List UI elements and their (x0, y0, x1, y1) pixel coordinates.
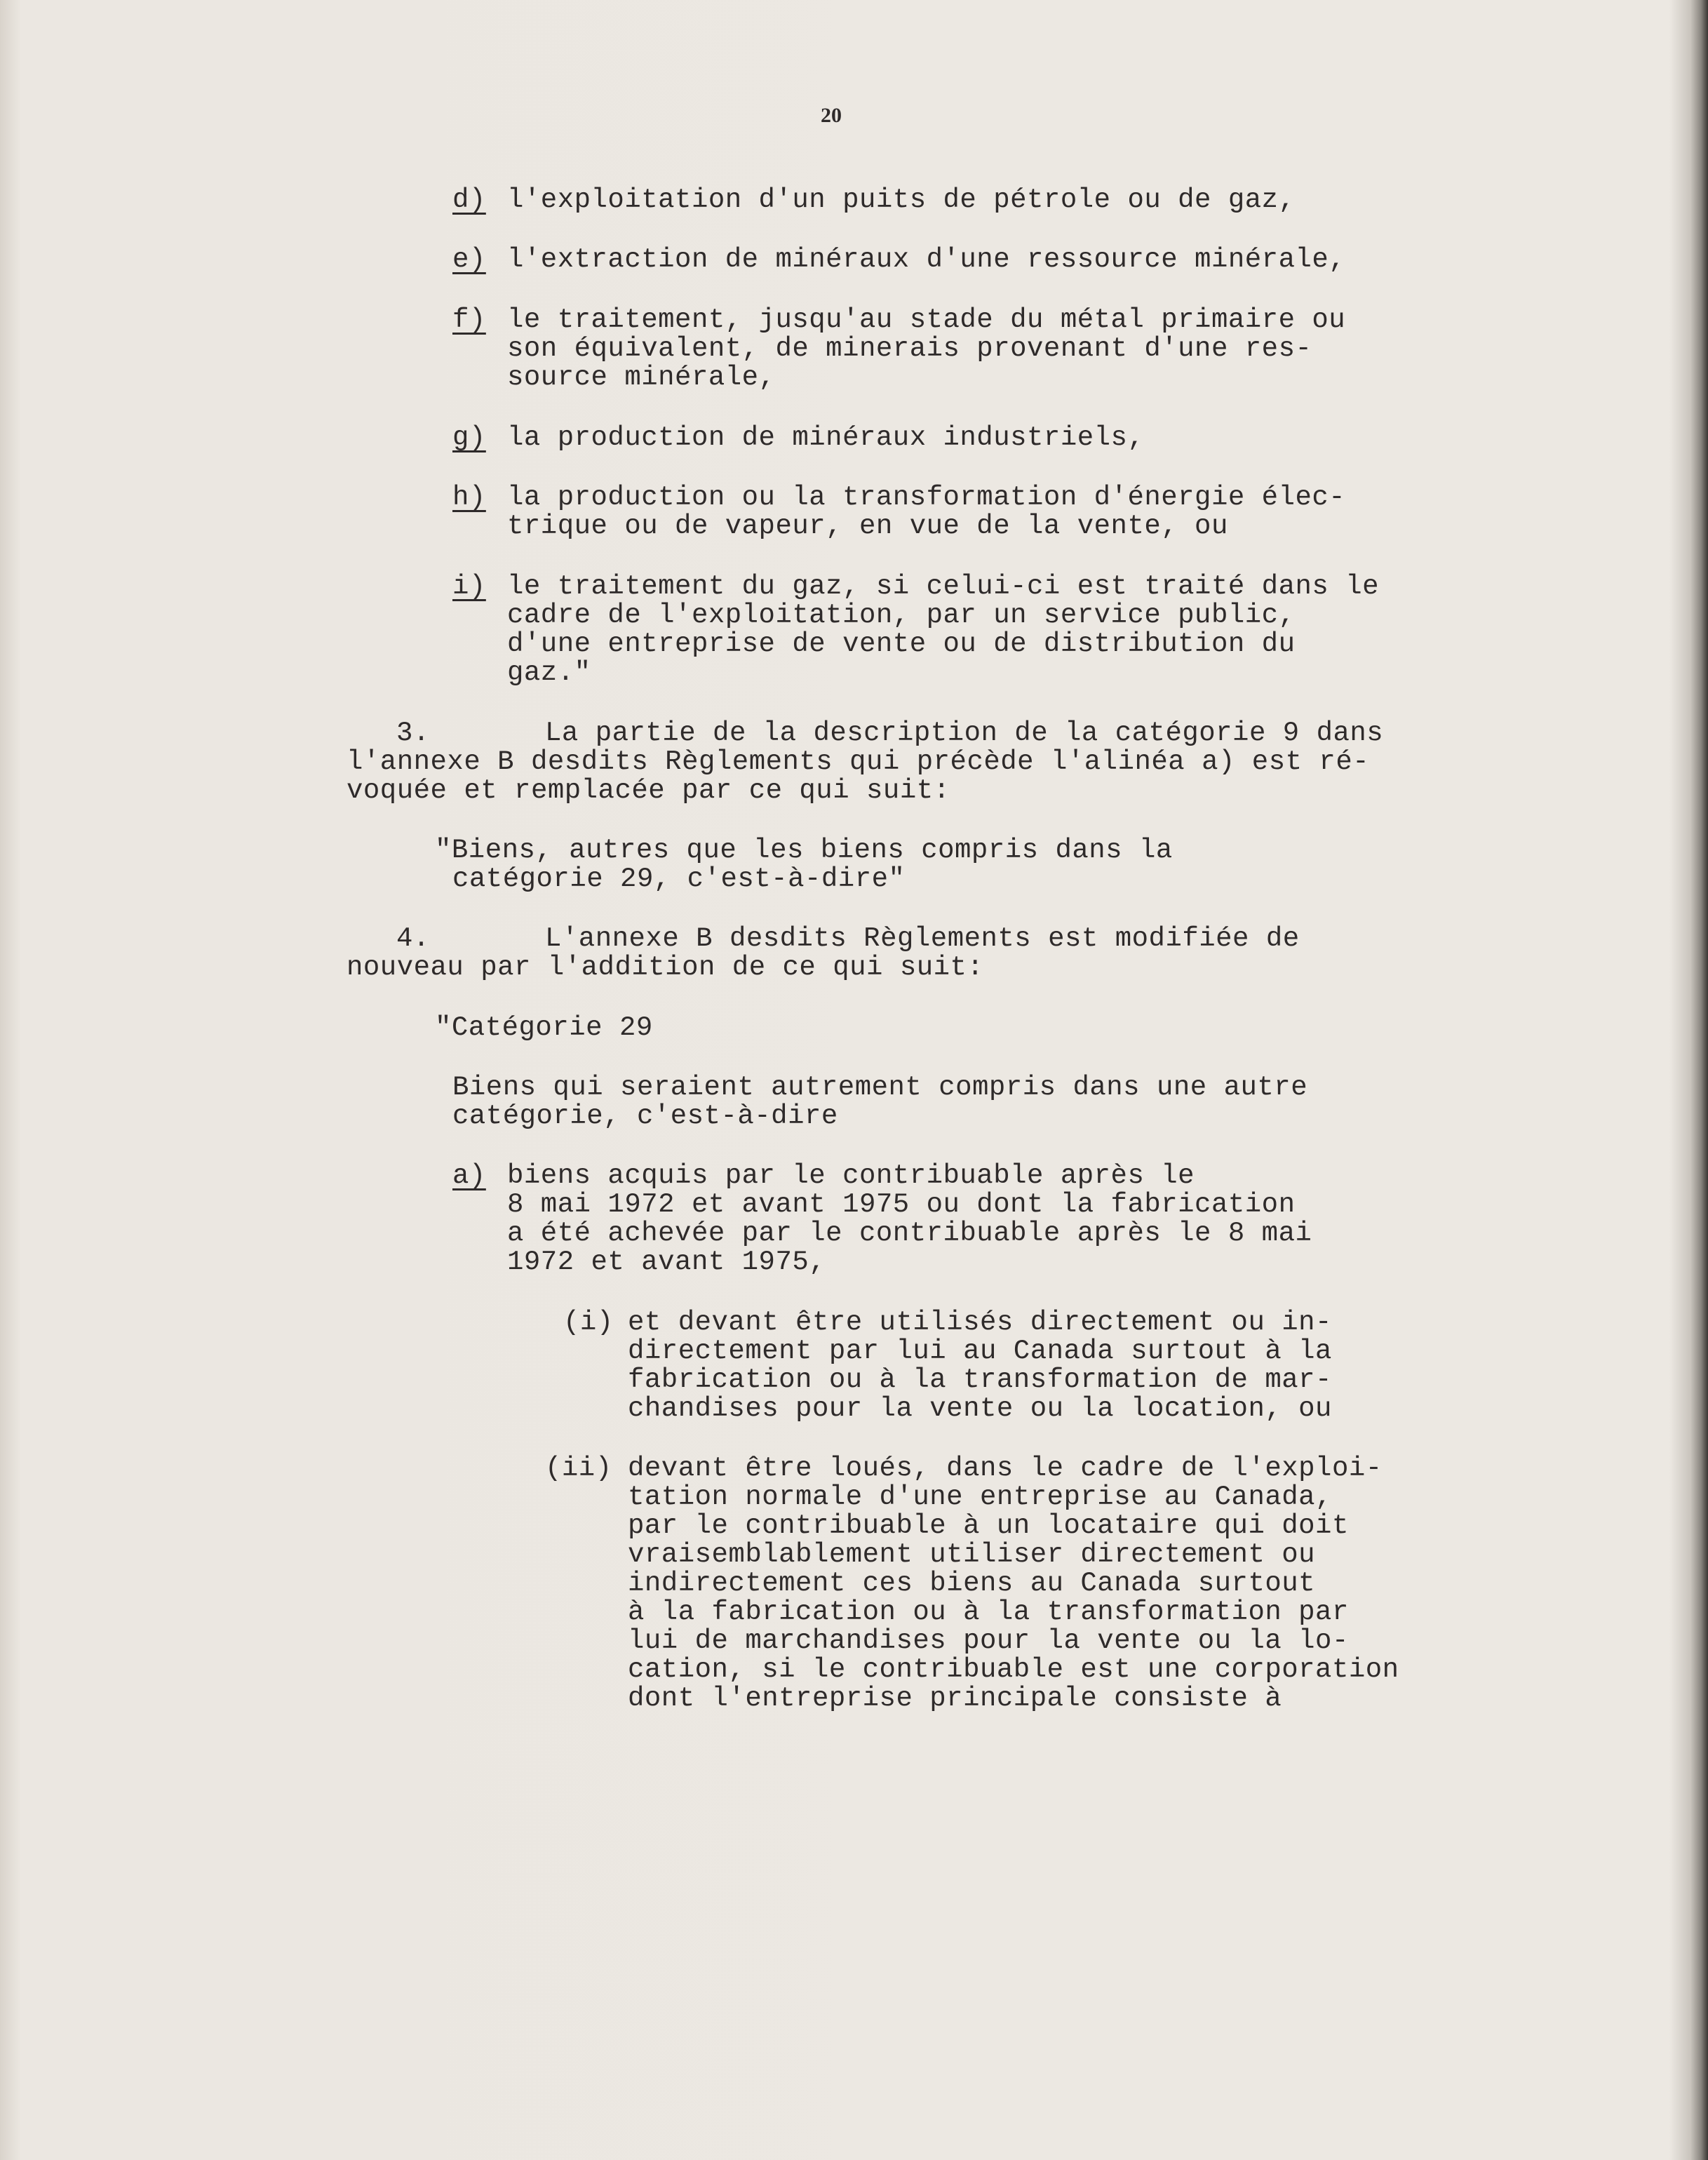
item-h-line: la production ou la transformation d'énergie élec- (507, 482, 1346, 513)
item-g-line: la production de minéraux industriels, (507, 422, 1145, 453)
item-h-line: trique ou de vapeur, en vue de la vente, ou (507, 511, 1228, 542)
section-4-line: L'annexe B desdits Règlements est modifiée de (545, 923, 1300, 954)
paragraph-a-line: biens acquis par le contribuable après le (507, 1160, 1195, 1191)
category-title: "Catégorie 29 (435, 1012, 653, 1043)
item-f-marker: f) (452, 304, 486, 335)
subparagraph-i-line: directement par lui au Canada surtout à la (628, 1336, 1332, 1367)
subparagraph-i-line: chandises pour la vente ou la location, ou (628, 1393, 1332, 1424)
section-3-quote-line: "Biens, autres que les biens compris dans la (435, 835, 1173, 866)
section-3-line: La partie de la description de la catégorie 9 dans (545, 718, 1384, 749)
item-i-line: gaz." (507, 657, 591, 688)
subparagraph-ii-line: lui de marchandises pour la vente ou la lo- (628, 1625, 1349, 1656)
subparagraph-ii-line: par le contribuable à un locataire qui doit (628, 1510, 1349, 1541)
item-e-line: l'extraction de minéraux d'une ressource minérale, (507, 244, 1346, 275)
page-number: 20 (821, 104, 842, 127)
item-g-marker: g) (452, 422, 486, 453)
subparagraph-ii-line: indirectement ces biens au Canada surtout (628, 1568, 1316, 1599)
paragraph-a-line: 1972 et avant 1975, (507, 1247, 826, 1277)
category-intro-line: catégorie, c'est-à-dire (452, 1101, 838, 1132)
item-i-marker: i) (452, 571, 486, 602)
item-f-line: le traitement, jusqu'au stade du métal primaire ou (507, 304, 1346, 335)
item-f-line: son équivalent, de minerais provenant d'une res- (507, 333, 1312, 364)
section-4-number: 4. (396, 923, 430, 954)
paragraph-a-line: 8 mai 1972 et avant 1975 ou dont la fabrication (507, 1189, 1296, 1220)
subparagraph-i-line: et devant être utilisés directement ou in- (628, 1307, 1332, 1338)
category-intro-line: Biens qui seraient autrement compris dans une autre (452, 1072, 1308, 1103)
item-d-marker: d) (452, 185, 486, 215)
subparagraph-i-marker: (i) (563, 1307, 614, 1338)
section-3-quote-line: catégorie 29, c'est-à-dire" (452, 864, 906, 894)
subparagraph-ii-line: tation normale d'une entreprise au Canada, (628, 1482, 1332, 1512)
paragraph-a-marker: a) (452, 1160, 486, 1191)
subparagraph-ii-line: devant être loués, dans le cadre de l'exploi- (628, 1453, 1383, 1484)
item-f-line: source minérale, (507, 362, 776, 393)
subparagraph-ii-marker: (ii) (545, 1453, 612, 1484)
section-4-line: nouveau par l'addition de ce qui suit: (347, 952, 984, 983)
item-i-line: d'une entreprise de vente ou de distribution du (507, 629, 1296, 659)
item-h-marker: h) (452, 482, 486, 513)
subparagraph-ii-line: vraisemblablement utiliser directement ou (628, 1539, 1316, 1570)
item-i-line: cadre de l'exploitation, par un service public, (507, 600, 1296, 631)
item-e-marker: e) (452, 244, 486, 275)
section-3-line: l'annexe B desdits Règlements qui précède l'alinéa a) est ré- (347, 746, 1370, 777)
section-3-line: voquée et remplacée par ce qui suit: (347, 775, 950, 806)
paragraph-a-line: a été achevée par le contribuable après le 8 mai (507, 1218, 1312, 1249)
subparagraph-ii-line: à la fabrication ou à la transformation par (628, 1597, 1349, 1628)
item-d-line: l'exploitation d'un puits de pétrole ou de gaz, (507, 185, 1296, 215)
item-i-line: le traitement du gaz, si celui-ci est traité dans le (507, 571, 1379, 602)
section-3-number: 3. (396, 718, 430, 749)
subparagraph-i-line: fabrication ou à la transformation de mar- (628, 1364, 1332, 1395)
subparagraph-ii-line: dont l'entreprise principale consiste à (628, 1683, 1282, 1714)
subparagraph-ii-line: cation, si le contribuable est une corporation (628, 1654, 1399, 1685)
